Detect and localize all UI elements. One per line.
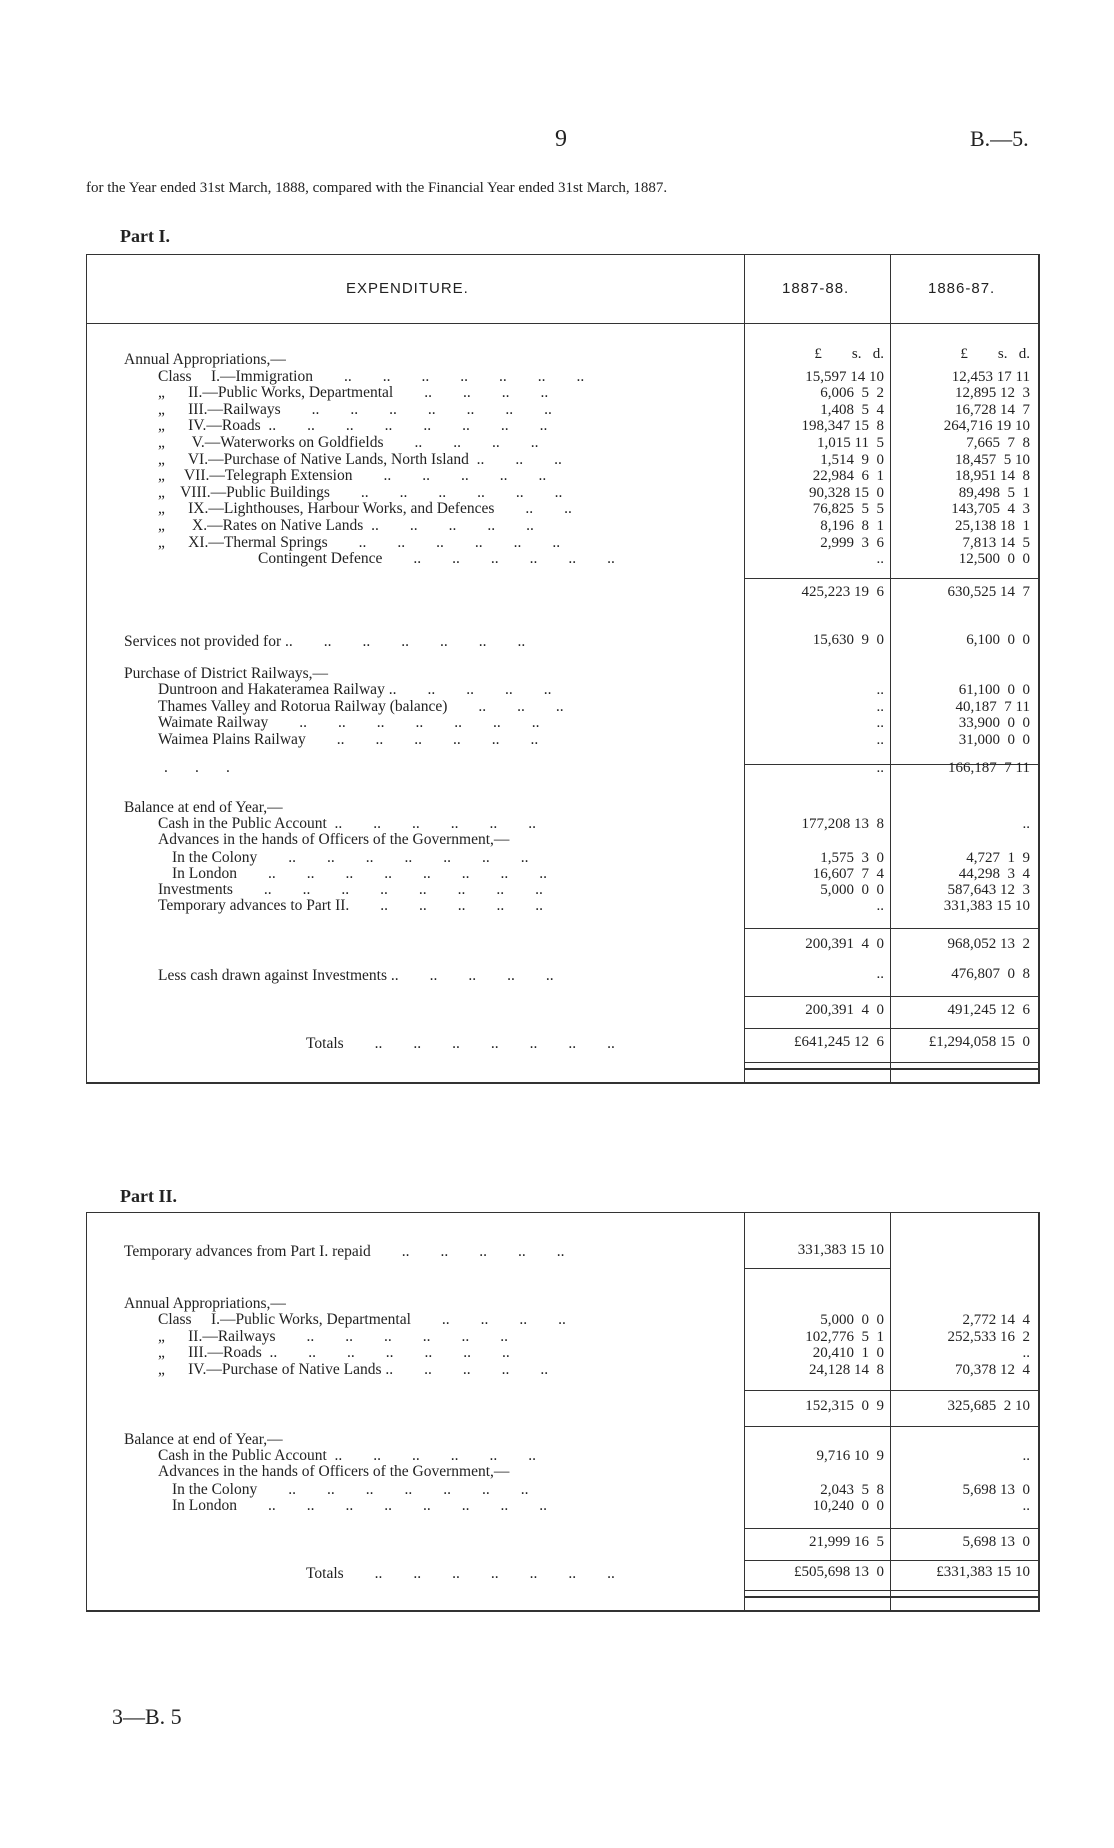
services-1887-88: 15,630 9 0 <box>812 632 884 648</box>
balance-row-1886-87: 4,727 1 9 <box>966 850 1030 866</box>
appropriation-row-1887-88: 1,514 9 0 <box>820 451 884 468</box>
appropriation-row-1887-88: 1,408 5 4 <box>820 401 884 418</box>
district-railway-1887-88: .. <box>876 715 884 732</box>
part2-approp-subtotal-1887-88: 152,315 0 9 <box>805 1398 884 1414</box>
part1-totals-1887-88: £641,245 12 6 <box>794 1034 884 1050</box>
balance-row-label: Cash in the Public Account .. .. .. .. .. .. <box>158 815 537 832</box>
page-number: 9 <box>555 126 567 152</box>
part1-totals-1886-87: £1,294,058 15 0 <box>928 1034 1030 1050</box>
appropriation-row-label: „ VII.—Telegraph Extension .. .. .. .. .. <box>158 467 547 485</box>
appropriation-row-label: „ III.—Railways .. .. .. .. .. .. .. <box>158 400 552 418</box>
district-railways-dots: . . . <box>164 759 230 776</box>
appropriation-row-1887-88: 6,006 5 2 <box>820 385 884 402</box>
temp-advances-label: Temporary advances from Part I. repaid .. .. .. .. .. <box>124 1243 565 1260</box>
services-1886-87: 6,100 0 0 <box>966 632 1030 648</box>
appropriation-row-1886-87: 25,138 18 1 <box>955 518 1030 534</box>
part2-totals-label: Totals .. .. .. .. .. .. .. <box>306 1565 615 1582</box>
caption: for the Year ended 31st March, 1888, compared with the Financial Year ended 31st March, 1887. <box>86 180 668 196</box>
part2-balance-1886-87: 5,698 13 0 <box>962 1482 1030 1498</box>
district-railway-1887-88: .. <box>876 731 884 748</box>
appropriation-row-1886-87: 143,705 4 3 <box>951 501 1030 518</box>
district-railway-label: Waimate Railway .. .. .. .. .. .. .. <box>158 714 540 732</box>
district-railway-1887-88: .. <box>876 682 884 698</box>
district-railway-label: Waimea Plains Railway .. .. .. .. .. .. <box>158 730 539 748</box>
year-1886-87-header: 1886-87. <box>928 280 996 297</box>
appropriation-row-1886-87: 18,951 14 8 <box>955 468 1030 485</box>
appropriation-row-1886-87: 12,453 17 11 <box>951 368 1030 385</box>
balance-row-label: Investments .. .. .. .. .. .. .. .. <box>158 881 543 898</box>
appropriation-row-label: „ IX.—Lighthouses, Harbour Works, and Defences .. .. <box>158 500 572 518</box>
part2-balance-heading: Balance at end of Year,— <box>124 1431 283 1448</box>
appropriation-row-1887-88: 1,015 11 5 <box>817 435 884 451</box>
appropriation-row-1886-87: 12,895 12 3 <box>955 385 1030 402</box>
part2-balance-label: In the Colony .. .. .. .. .. .. .. <box>172 1481 529 1498</box>
balance-row-1886-87: .. <box>1022 816 1030 832</box>
district-railway-label: Duntroon and Hakateramea Railway .. .. .. .. .. <box>158 681 552 698</box>
part2-approp-heading: Annual Appropriations,— <box>124 1295 286 1312</box>
less-cash-1887-88: .. <box>876 966 884 982</box>
part2-title: Part II. <box>120 1186 177 1206</box>
appropriation-row-1886-87: 7,665 7 8 <box>966 435 1030 451</box>
services-label: Services not provided for .. .. .. .. .. .. .. <box>124 633 526 650</box>
balance-row-label: Advances in the hands of Officers of the Government,— <box>158 831 510 848</box>
appropriation-row-1887-88: 8,196 8 1 <box>820 518 884 534</box>
appropriation-row-label: Annual Appropriations,— <box>124 351 286 368</box>
district-railway-1886-87: 40,187 7 11 <box>955 698 1030 715</box>
appropriations-subtotal-1887-88: 425,223 19 6 <box>801 584 884 600</box>
district-railways-subtotal-1886-87: 166,187 7 11 <box>948 760 1030 776</box>
part2-balance-1886-87: .. <box>1022 1448 1030 1464</box>
part2-balance-label: In London .. .. .. .. .. .. .. .. <box>172 1497 548 1514</box>
appropriation-row-1886-87: 16,728 14 7 <box>955 401 1030 418</box>
appropriation-row-1887-88: 90,328 15 0 <box>809 484 884 501</box>
district-railways-heading: Purchase of District Railways,— <box>124 665 329 682</box>
district-railway-1886-87: 61,100 0 0 <box>958 682 1030 698</box>
part2-balance-1887-88: 9,716 10 9 <box>816 1448 884 1464</box>
balance-row-1887-88: 16,607 7 4 <box>812 866 884 882</box>
appropriation-row-1887-88: 15,597 14 10 <box>805 368 884 385</box>
appropriation-row-1886-87: 12,500 0 0 <box>958 551 1030 568</box>
temp-advances-1887-88: 331,383 15 10 <box>797 1242 884 1258</box>
part1-title: Part I. <box>120 226 170 246</box>
part2-totals-1886-87: £331,383 15 10 <box>936 1564 1030 1580</box>
part2-approp-1886-87: 70,378 12 4 <box>955 1361 1030 1378</box>
part2-approp-label: „ II.—Railways .. .. .. .. .. .. <box>158 1327 509 1345</box>
part2-approp-subtotal-1886-87: 325,685 2 10 <box>947 1398 1030 1414</box>
appropriation-row-1887-88: 198,347 15 8 <box>801 418 884 435</box>
balance-row-1887-88: .. <box>876 898 884 914</box>
district-railway-1886-87: 31,000 0 0 <box>958 731 1030 748</box>
less-cash-1886-87: 476,807 0 8 <box>951 966 1030 982</box>
part2-approp-1886-87: .. <box>1022 1345 1030 1362</box>
district-railways-subtotal-1887-88: .. <box>876 760 884 776</box>
expenditure-header: EXPENDITURE. <box>346 280 469 297</box>
balance-row-label: Temporary advances to Part II. .. .. .. .. .. <box>158 897 544 914</box>
units-1886-87: £ s. d. <box>960 346 1030 362</box>
balance-subtotal-1887-88: 200,391 4 0 <box>805 936 884 952</box>
part2-totals-1887-88: £505,698 13 0 <box>794 1564 884 1580</box>
document-reference: B.—5. <box>970 126 1029 151</box>
part2-balance-label: Advances in the hands of Officers of the Government,— <box>158 1463 510 1480</box>
balance-subtotal-1886-87: 968,052 13 2 <box>947 936 1030 952</box>
part2-balance-label: Cash in the Public Account .. .. .. .. .. .. <box>158 1447 537 1464</box>
part2-approp-1887-88: 5,000 0 0 <box>820 1312 884 1328</box>
part2-approp-label: „ IV.—Purchase of Native Lands .. .. .. .. .. <box>158 1360 549 1378</box>
appropriation-row-1887-88: 22,984 6 1 <box>812 468 884 485</box>
balance-row-label: In the Colony .. .. .. .. .. .. .. <box>172 849 529 866</box>
part2-balance-1886-87: .. <box>1022 1498 1030 1514</box>
part2-approp-1887-88: 102,776 5 1 <box>805 1328 884 1345</box>
appropriation-row-1887-88: 76,825 5 5 <box>812 501 884 518</box>
balance-row-1886-87: 587,643 12 3 <box>947 882 1030 898</box>
part2-approp-1886-87: 252,533 16 2 <box>947 1328 1030 1345</box>
balance-row-label: In London .. .. .. .. .. .. .. .. <box>172 865 548 882</box>
appropriation-row-1887-88: 2,999 3 6 <box>820 534 884 551</box>
appropriations-subtotal-1886-87: 630,525 14 7 <box>947 584 1030 600</box>
appropriation-row-label: „ II.—Public Works, Departmental .. .. .. .. <box>158 384 549 402</box>
balance-heading: Balance at end of Year,— <box>124 799 283 816</box>
part2-approp-label: „ III.—Roads .. .. .. .. .. .. .. <box>158 1344 510 1362</box>
part2-approp-1887-88: 20,410 1 0 <box>812 1345 884 1362</box>
district-railway-1887-88: .. <box>876 698 884 715</box>
appropriation-row-1886-87: 7,813 14 5 <box>962 534 1030 551</box>
appropriation-row-1887-88: .. <box>876 551 884 568</box>
totals-label: Totals .. .. .. .. .. .. .. <box>306 1035 615 1052</box>
appropriation-row-1886-87: 264,716 19 10 <box>943 418 1030 435</box>
less-cash-label: Less cash drawn against Investments .. .. .. .. .. <box>158 967 554 984</box>
balance-row-1887-88: 1,575 3 0 <box>820 850 884 866</box>
appropriation-row-label: Contingent Defence .. .. .. .. .. .. <box>258 550 615 568</box>
part2-approp-label: Class I.—Public Works, Departmental .. .. .. .. <box>158 1311 566 1328</box>
district-railway-1886-87: 33,900 0 0 <box>958 715 1030 732</box>
balance-row-1886-87: 44,298 3 4 <box>958 866 1030 882</box>
appropriation-row-label: „ X.—Rates on Native Lands .. .. .. .. .. <box>158 517 534 534</box>
balance-row-1886-87: 331,383 15 10 <box>943 898 1030 914</box>
appropriation-row-label: „ IV.—Roads .. .. .. .. .. .. .. .. <box>158 417 548 435</box>
appropriation-row-label: „ VIII.—Public Buildings .. .. .. .. .. .. <box>158 483 563 501</box>
appropriation-row-label: „ VI.—Purchase of Native Lands, North Island .. .. .. <box>158 450 562 468</box>
year-1887-88-header: 1887-88. <box>782 280 850 297</box>
part2-balance-subtotal-1887-88: 21,999 16 5 <box>809 1534 884 1550</box>
units-1887-88: £ s. d. <box>814 346 884 362</box>
appropriation-row-1886-87: 18,457 5 10 <box>955 451 1030 468</box>
part2-approp-1887-88: 24,128 14 8 <box>809 1361 884 1378</box>
balance-row-1887-88: 177,208 13 8 <box>801 816 884 832</box>
footer-signature: 3—B. 5 <box>112 1704 182 1729</box>
net-balance-1887-88: 200,391 4 0 <box>805 1002 884 1018</box>
appropriation-row-label: Class I.—Immigration .. .. .. .. .. .. .. <box>158 367 585 385</box>
appropriation-row-label: „ V.—Waterworks on Goldfields .. .. .. .. <box>158 434 539 451</box>
part2-balance-subtotal-1886-87: 5,698 13 0 <box>962 1534 1030 1550</box>
part2-balance-1887-88: 2,043 5 8 <box>820 1482 884 1498</box>
appropriation-row-1886-87: 89,498 5 1 <box>958 484 1030 501</box>
balance-row-1887-88: 5,000 0 0 <box>820 882 884 898</box>
net-balance-1886-87: 491,245 12 6 <box>947 1002 1030 1018</box>
part2-balance-1887-88: 10,240 0 0 <box>812 1498 884 1514</box>
district-railway-label: Thames Valley and Rotorua Railway (balance) .. .. .. <box>158 697 564 715</box>
appropriation-row-label: „ XI.—Thermal Springs .. .. .. .. .. .. <box>158 533 561 551</box>
part2-approp-1886-87: 2,772 14 4 <box>962 1312 1030 1328</box>
